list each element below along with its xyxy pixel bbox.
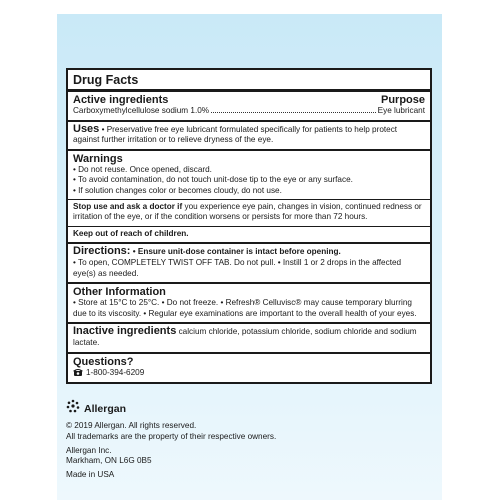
questions-section [68,354,430,383]
questions-phone-number: 1-800-394-6209 [86,368,145,377]
inactive-ingredients-heading: Inactive ingredients [73,325,177,338]
inactive-ingredients-section [68,324,430,353]
warning-item: • To avoid contamination, do not touch unit-dose tip to the eye or any surface. [73,175,353,185]
active-ingredient-row [73,106,425,117]
questions-heading: Questions? [73,355,134,368]
warnings-heading: Warnings [73,152,123,165]
company-address: Markham, ON L6G 0B5 [66,456,152,466]
active-ingredient-name: Carboxymethylcellulose sodium 1.0% [73,106,210,115]
questions-phone-row [73,368,425,380]
warning-item: • Do not reuse. Once opened, discard. [73,164,212,174]
phone-icon [73,368,83,380]
brand-logo [66,399,432,418]
other-information-text: • Store at 15°C to 25°C. • Do not freeze. • Refresh® Celluvisc® may cause temporary blurring due to its viscosity. • Regular eye examinations are important to the overall health of your eyes. [73,298,417,318]
active-ingredient-purpose: Eye lubricant [377,106,425,115]
stop-use-text: you experience eye pain, changes in vision, continued redness or irritation of the eye, or if the condition worsens or persists for more than 72 hours. [73,201,422,222]
brand-name: Allergan [84,402,127,415]
keep-out-of-reach: Keep out of reach of children. [73,228,189,238]
directions-bold-text: • Ensure unit-dose container is intact before opening. [130,247,341,257]
uses-section [68,122,430,151]
drug-facts-panel [66,68,432,384]
uses-heading: Uses [73,122,100,135]
active-ingredients-heading: Active ingredients [73,94,169,106]
company-name: Allergan Inc. [66,445,112,455]
directions-heading: Directions: [73,245,131,258]
active-ingredients-section [68,92,430,122]
leader-dots [211,111,376,113]
inactive-ingredients-text: calcium chloride, potassium chloride, sodium chloride and sodium lactate. [73,327,417,347]
allergan-logo-icon [66,399,80,418]
made-in-text: Made in USA [66,470,115,480]
purpose-heading: Purpose [380,94,425,106]
stop-use-lead: Stop use and ask a doctor if [73,201,183,211]
trademark-text: All trademarks are the property of their respective owners. [66,431,277,441]
footer [66,399,432,481]
stop-use-block [68,200,430,227]
active-ingredients-header-row [73,94,425,106]
warnings-section [68,151,430,245]
other-information-section [68,284,430,324]
drug-facts-title: Drug Facts [68,70,430,92]
uses-text: • Preservative free eye lubricant formulated specifically for patients to help protect against further irritation or to relieve dryness of the eye. [73,124,398,145]
directions-text: • To open, COMPLETELY TWIST OFF TAB. Do not pull. • Instill 1 or 2 drops in the affected eye(s) as needed. [73,257,402,278]
other-information-heading: Other Information [73,286,166,299]
copyright-text: © 2019 Allergan. All rights reserved. [66,421,197,430]
directions-section [68,244,430,284]
warning-item: • If solution changes color or becomes cloudy, do not use. [68,186,430,200]
